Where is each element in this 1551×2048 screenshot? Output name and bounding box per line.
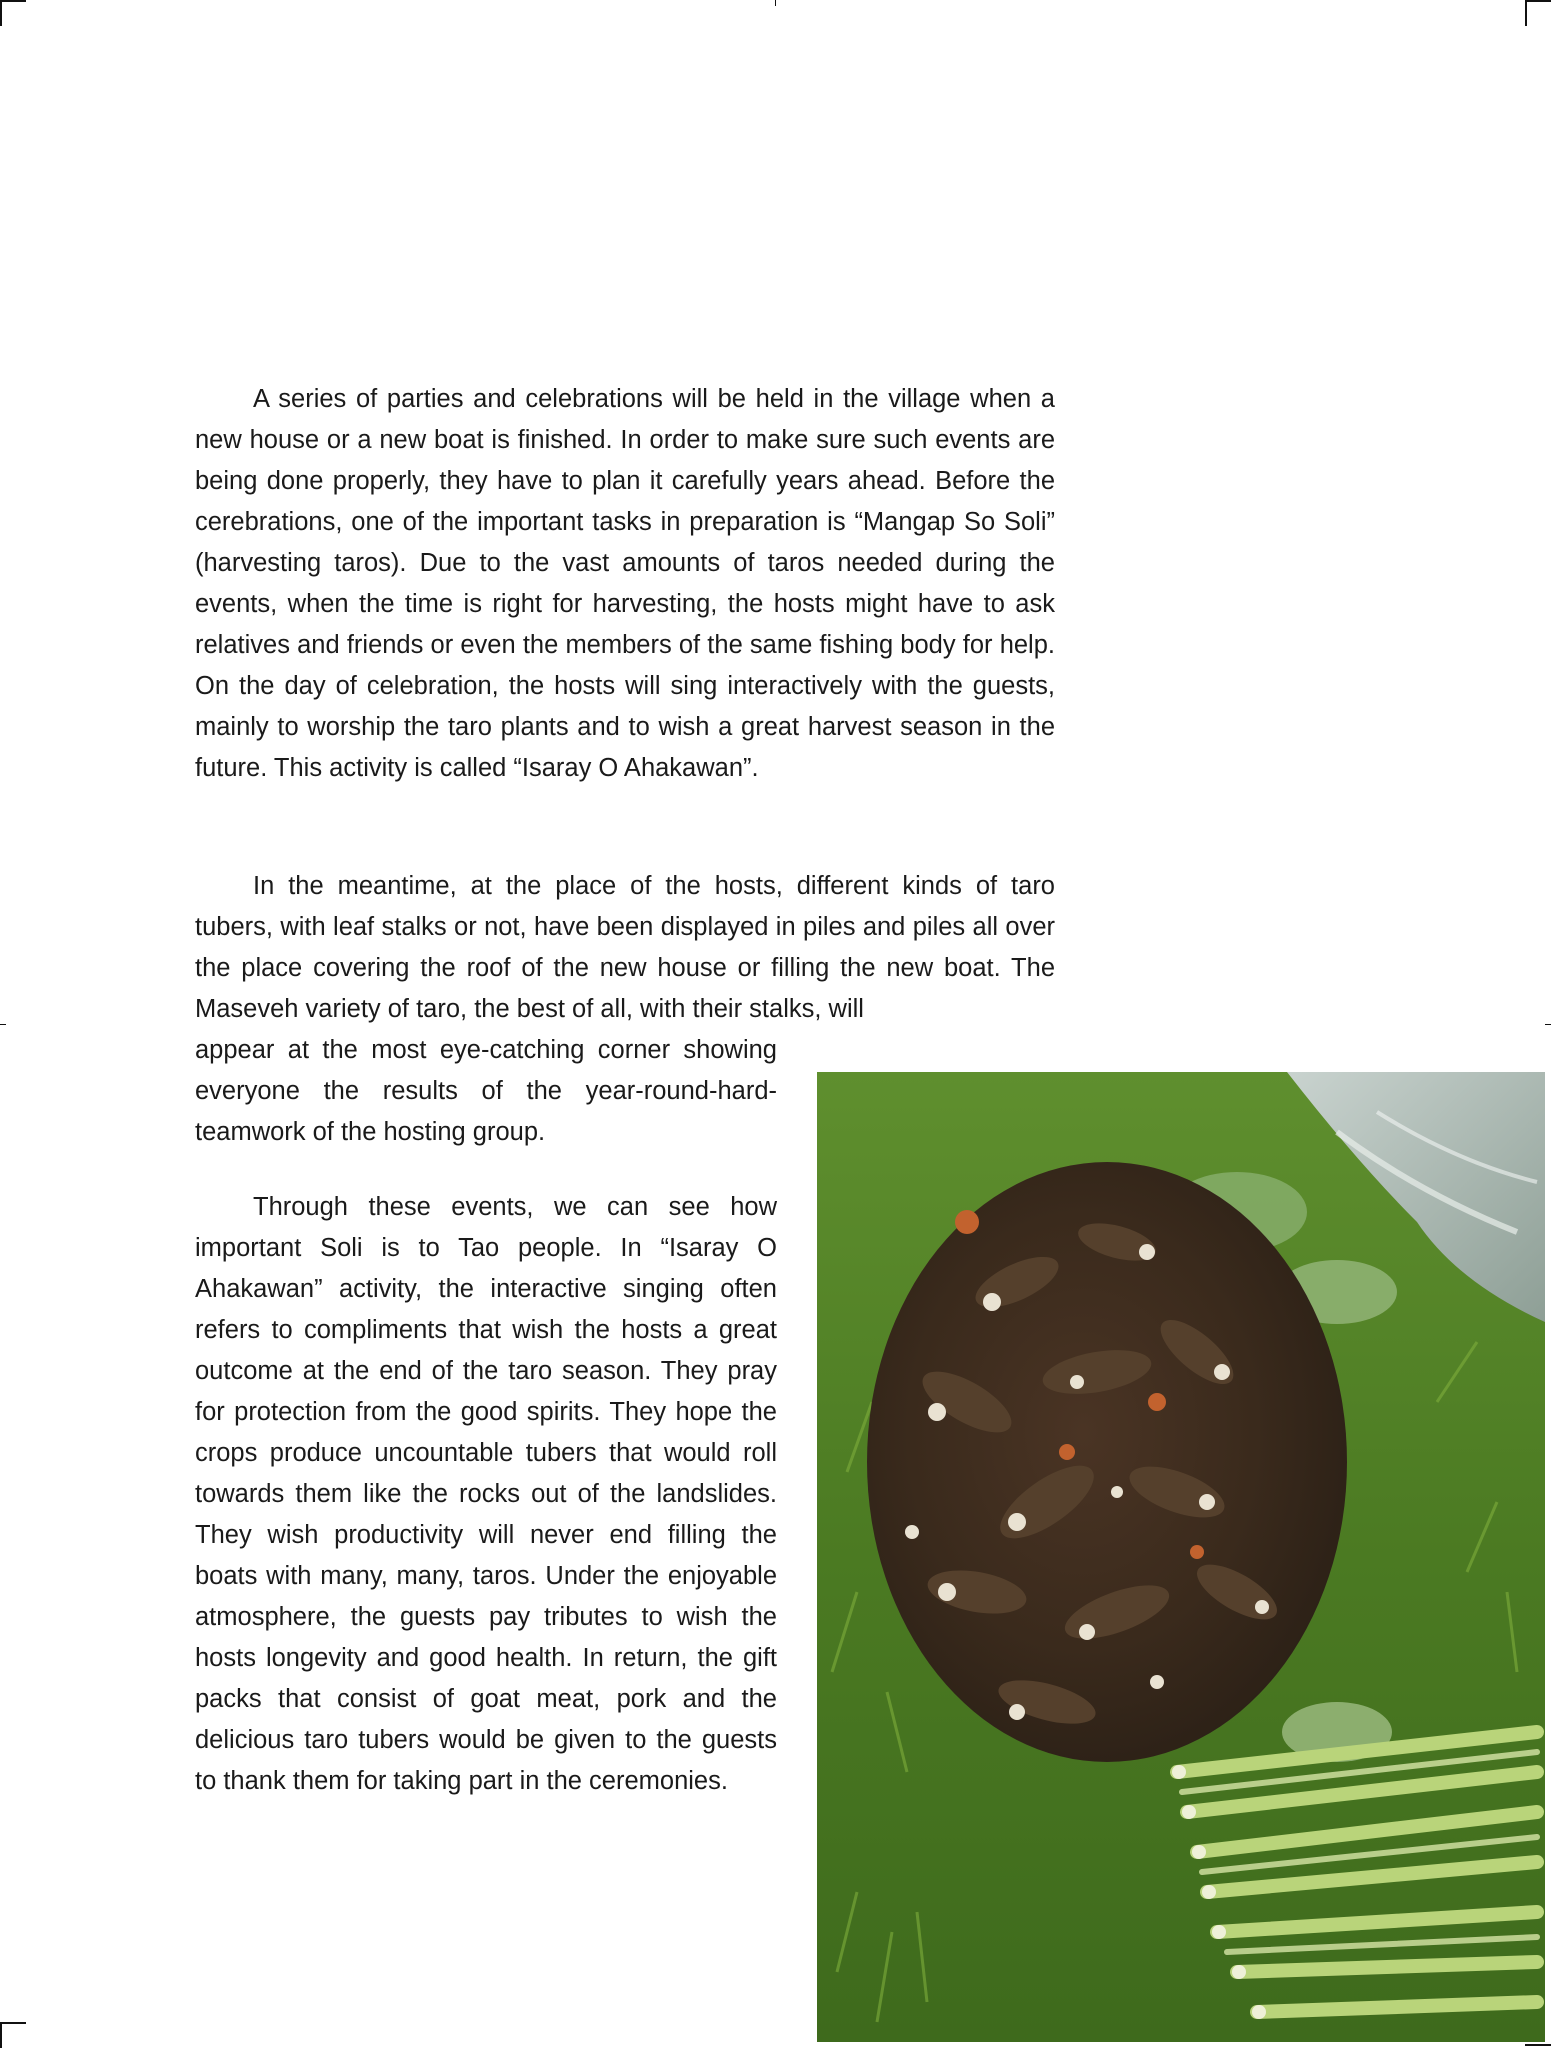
paragraph-1-text: A series of parties and celebrations will be held in the village when a new house or a new boat is finished. In order to make sure such events are being done properly, they have to plan it carefully years ahead. Before the cerebrations, one of the important tasks in preparation is “Mangap So Soli” (harvesting taros). Due to the vast amounts of taros needed during the events, when the time is right for harvesting, the hosts might have to ask relatives and friends or even the members of the same fishing body for help. On the day of celebration, the hosts will sing interactively with the guests, mainly to worship the taro plants and to wish a great harvest season in the future. This activity is called “Isaray O Ahakawan”. — [195, 385, 1055, 782]
taro-harvest-illustration — [817, 1072, 1545, 2042]
crop-mark-top-right-v — [1525, 0, 1527, 26]
crop-mark-bottom-left-h — [0, 2022, 26, 2024]
paragraph-3-text: Through these events, we can see how important Soli is to Tao people. In “Isaray O Ahakawan” activity, the interactive singing often refers to compliments that wish the hosts a great outcome at the end of the taro season. They pray for protection from the good spirits. They hope the crops produce uncountable tubers that would roll towards them like the rocks out of the landslides. They wish productivity will never end filling the boats with many, many, taros. Under the enjoyable atmosphere, the guests pay tributes to wish the hosts longevity and good health. In return, the gift packs that consist of goat meat, pork and the delicious taro tubers would be given to the guests to thank them for taking part in the ceremonies. — [195, 1193, 777, 1795]
crop-mark-right-center — [1545, 1024, 1551, 1025]
taro-harvest-photo — [817, 1072, 1545, 2042]
paragraph-2-text-top: In the meantime, at the place of the hosts, different kinds of taro tubers, with leaf stalks or not, have been displayed in piles and piles all over the place covering the roof of the new house or filling the new boat. The Maseveh variety of taro, the best of all, with their stalks, will — [195, 872, 1055, 1023]
paragraph-2-text-bottom: appear at the most eye-catching corner showing everyone the results of the year-round-hard-teamwork of the hosting group. — [195, 1036, 777, 1146]
crop-mark-top-left-v — [0, 0, 2, 26]
crop-mark-top-right-h — [1525, 0, 1551, 2]
crop-mark-left-center — [0, 1024, 6, 1025]
paragraph-importance-of-soli — [195, 1187, 777, 1802]
crop-mark-bottom-left-v — [0, 2022, 2, 2048]
paragraph-celebrations — [195, 379, 1055, 789]
crop-mark-top-center — [775, 0, 776, 6]
paragraph-taro-display — [195, 866, 1055, 1030]
paragraph-taro-display-continued — [195, 1030, 777, 1153]
crop-mark-top-left-h — [0, 0, 26, 2]
crop-mark-bottom-right-h — [1525, 2044, 1551, 2046]
